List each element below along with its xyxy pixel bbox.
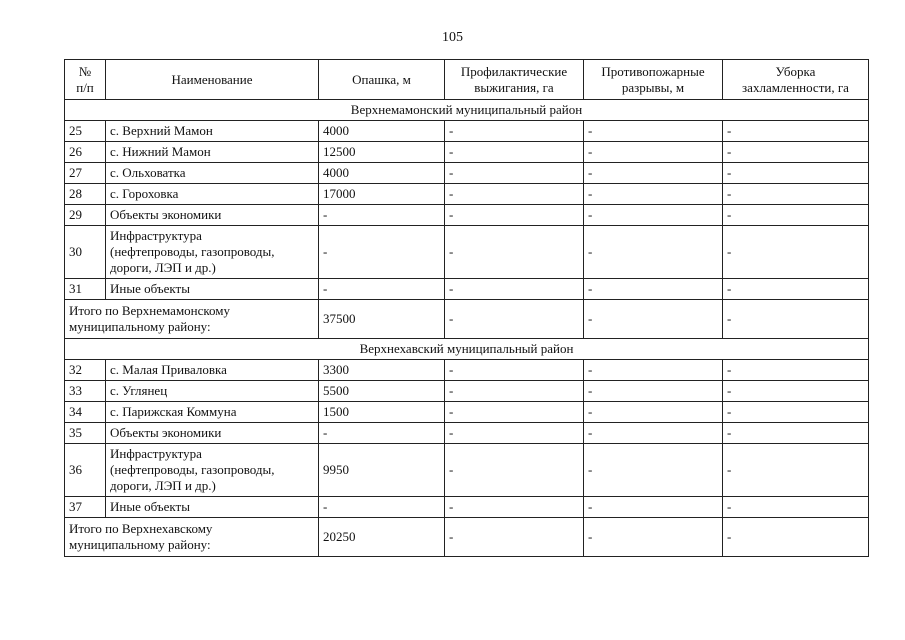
header-num: № п/п — [65, 60, 106, 100]
row-vyzhiganie: - — [445, 184, 584, 205]
row-name: Объекты экономики — [106, 205, 319, 226]
row-opashka: 4000 — [319, 163, 445, 184]
row-razryvy: - — [584, 121, 723, 142]
row-num: 37 — [65, 497, 106, 518]
row-uborka: - — [723, 423, 869, 444]
row-opashka: 9950 — [319, 444, 445, 497]
row-opashka: 4000 — [319, 121, 445, 142]
row-razryvy: - — [584, 423, 723, 444]
total-vyzhiganie: - — [445, 518, 584, 557]
row-name: с. Верхний Мамон — [106, 121, 319, 142]
row-name: Инфраструктура (нефтепроводы, газопроводы, дороги, ЛЭП и др.) — [106, 444, 319, 497]
row-vyzhiganie: - — [445, 381, 584, 402]
row-uborka: - — [723, 184, 869, 205]
row-uborka: - — [723, 444, 869, 497]
table-row — [65, 205, 869, 226]
row-num: 29 — [65, 205, 106, 226]
row-uborka: - — [723, 402, 869, 423]
total-opashka: 20250 — [319, 518, 445, 557]
row-vyzhiganie: - — [445, 360, 584, 381]
table-row — [65, 279, 869, 300]
row-uborka: - — [723, 142, 869, 163]
row-opashka: - — [319, 423, 445, 444]
total-uborka: - — [723, 300, 869, 339]
row-razryvy: - — [584, 142, 723, 163]
row-num: 25 — [65, 121, 106, 142]
row-razryvy: - — [584, 444, 723, 497]
row-name: с. Малая Приваловка — [106, 360, 319, 381]
table-row — [65, 184, 869, 205]
row-razryvy: - — [584, 381, 723, 402]
row-razryvy: - — [584, 184, 723, 205]
row-vyzhiganie: - — [445, 163, 584, 184]
row-opashka: - — [319, 279, 445, 300]
row-num: 27 — [65, 163, 106, 184]
table-row — [65, 163, 869, 184]
total-row — [65, 300, 869, 339]
row-vyzhiganie: - — [445, 402, 584, 423]
row-vyzhiganie: - — [445, 205, 584, 226]
total-opashka: 37500 — [319, 300, 445, 339]
header-name: Наименование — [106, 60, 319, 100]
row-vyzhiganie: - — [445, 497, 584, 518]
section-row — [65, 100, 869, 121]
row-vyzhiganie: - — [445, 226, 584, 279]
row-name: с. Гороховка — [106, 184, 319, 205]
row-uborka: - — [723, 163, 869, 184]
row-num: 36 — [65, 444, 106, 497]
table-row — [65, 381, 869, 402]
row-num: 32 — [65, 360, 106, 381]
row-razryvy: - — [584, 497, 723, 518]
row-uborka: - — [723, 497, 869, 518]
table-row — [65, 226, 869, 279]
row-name: с. Ольховатка — [106, 163, 319, 184]
row-num: 28 — [65, 184, 106, 205]
row-name: Иные объекты — [106, 279, 319, 300]
row-num: 26 — [65, 142, 106, 163]
row-opashka: - — [319, 497, 445, 518]
total-razryvy: - — [584, 300, 723, 339]
row-uborka: - — [723, 360, 869, 381]
table-row — [65, 360, 869, 381]
row-razryvy: - — [584, 205, 723, 226]
table-row — [65, 423, 869, 444]
row-vyzhiganie: - — [445, 444, 584, 497]
row-razryvy: - — [584, 279, 723, 300]
total-label: Итого по Верхнехавскому муниципальному району: — [65, 518, 319, 557]
page-number: 105 — [442, 30, 463, 45]
row-num: 34 — [65, 402, 106, 423]
row-num: 30 — [65, 226, 106, 279]
row-name: с. Углянец — [106, 381, 319, 402]
row-opashka: 17000 — [319, 184, 445, 205]
row-uborka: - — [723, 381, 869, 402]
total-label: Итого по Верхнемамонскому муниципальному району: — [65, 300, 319, 339]
header-vyzhiganie: Профилактические выжигания, га — [445, 60, 584, 100]
total-vyzhiganie: - — [445, 300, 584, 339]
row-name: с. Нижний Мамон — [106, 142, 319, 163]
section-title: Верхнехавский муниципальный район — [65, 339, 869, 360]
total-razryvy: - — [584, 518, 723, 557]
row-razryvy: - — [584, 163, 723, 184]
row-opashka: 3300 — [319, 360, 445, 381]
row-uborka: - — [723, 121, 869, 142]
row-num: 31 — [65, 279, 106, 300]
row-opashka: 5500 — [319, 381, 445, 402]
row-num: 33 — [65, 381, 106, 402]
row-vyzhiganie: - — [445, 423, 584, 444]
row-opashka: - — [319, 226, 445, 279]
row-name: Инфраструктура (нефтепроводы, газопроводы, дороги, ЛЭП и др.) — [106, 226, 319, 279]
table-row — [65, 497, 869, 518]
table-row — [65, 142, 869, 163]
section-title: Верхнемамонский муниципальный район — [65, 100, 869, 121]
row-uborka: - — [723, 226, 869, 279]
header-uborka: Уборка захламленности, га — [723, 60, 869, 100]
row-vyzhiganie: - — [445, 279, 584, 300]
row-opashka: - — [319, 205, 445, 226]
header-razryvy: Противопожарные разрывы, м — [584, 60, 723, 100]
row-razryvy: - — [584, 226, 723, 279]
header-row — [65, 60, 869, 100]
row-vyzhiganie: - — [445, 142, 584, 163]
row-uborka: - — [723, 205, 869, 226]
table-row — [65, 444, 869, 497]
row-opashka: 12500 — [319, 142, 445, 163]
section-row — [65, 339, 869, 360]
row-num: 35 — [65, 423, 106, 444]
row-razryvy: - — [584, 360, 723, 381]
header-opashka: Опашка, м — [319, 60, 445, 100]
total-row — [65, 518, 869, 557]
total-uborka: - — [723, 518, 869, 557]
table-row — [65, 121, 869, 142]
row-name: Объекты экономики — [106, 423, 319, 444]
row-vyzhiganie: - — [445, 121, 584, 142]
row-name: Иные объекты — [106, 497, 319, 518]
row-uborka: - — [723, 279, 869, 300]
fire-prevention-table — [64, 59, 869, 557]
table-row — [65, 402, 869, 423]
row-opashka: 1500 — [319, 402, 445, 423]
row-razryvy: - — [584, 402, 723, 423]
row-name: с. Парижская Коммуна — [106, 402, 319, 423]
